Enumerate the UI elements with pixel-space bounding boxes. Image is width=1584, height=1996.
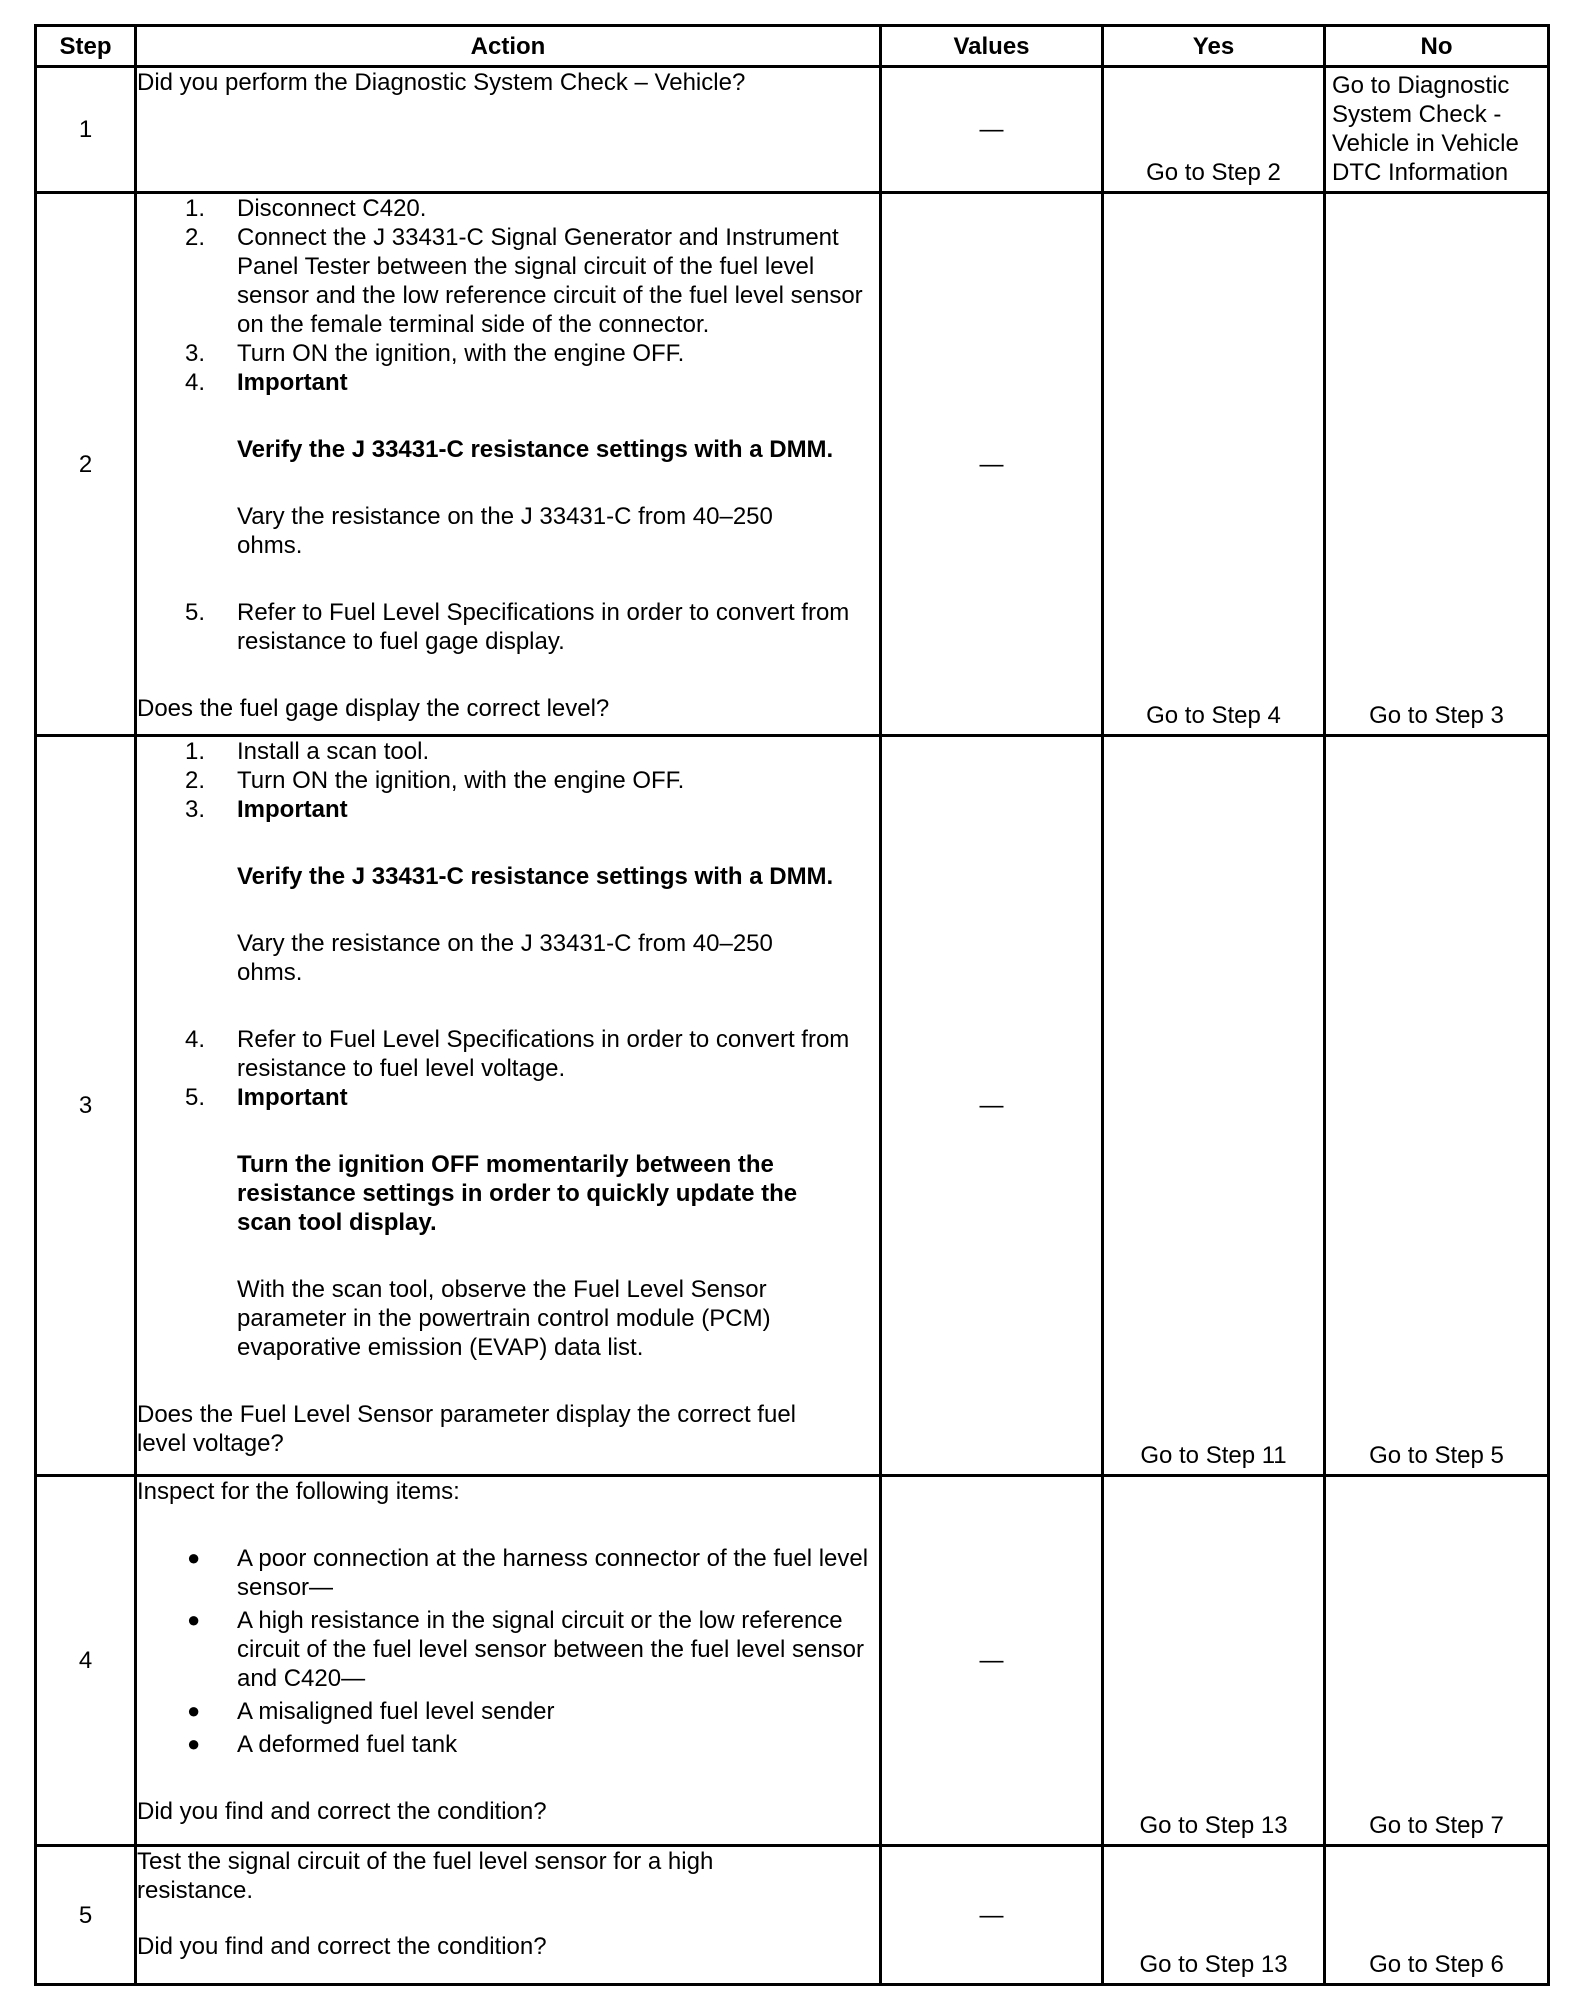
yes-cell	[1103, 1846, 1325, 1985]
values-cell: —	[881, 193, 1103, 736]
table-row	[36, 193, 1549, 736]
item-text: Turn ON the ignition, with the engine OFF.	[237, 767, 685, 794]
item-text: A misaligned fuel level sender	[237, 1698, 555, 1725]
list-item	[137, 1083, 879, 1112]
item-text: Refer to Fuel Level Specifications in order to convert from resistance to fuel gage display.	[237, 599, 850, 655]
item-number: 2.	[185, 224, 206, 251]
yes-link: Go to Step 4	[1146, 702, 1281, 729]
list-item	[137, 339, 879, 368]
yes-cell	[1103, 193, 1325, 736]
list-item	[137, 1697, 879, 1726]
list-item	[137, 223, 879, 339]
no-cell	[1325, 67, 1549, 193]
step-number: 4	[36, 1476, 136, 1846]
yes-cell	[1103, 67, 1325, 193]
list-item	[137, 1025, 879, 1083]
no-cell	[1325, 1476, 1549, 1846]
important-label: Important	[237, 369, 348, 396]
step-number: 2	[36, 193, 136, 736]
action-intro: Inspect for the following items:	[137, 1478, 460, 1505]
item-text: Turn ON the ignition, with the engine OFF.	[237, 340, 685, 367]
item-text: Connect the J 33431-C Signal Generator and Instrument Panel Tester between the signal circuit of the fuel level sensor and the low reference circuit of the fuel level sensor on the female terminal side of the connector.	[237, 224, 863, 338]
list-item	[137, 368, 879, 397]
no-cell	[1325, 736, 1549, 1476]
action-question: Did you find and correct the condition?	[137, 1933, 547, 1960]
step-number: 1	[36, 67, 136, 193]
important-text: Verify the J 33431-C resistance settings with a DMM.	[237, 863, 834, 890]
action-cell	[136, 1846, 881, 1985]
no-line: Go to Diagnostic	[1332, 72, 1510, 99]
action-question: Did you find and correct the condition?	[137, 1798, 547, 1825]
note-text: Vary the resistance on the J 33431-C from 40–250 ohms.	[237, 930, 773, 986]
header-values: Values	[881, 26, 1103, 67]
bullet-icon: ●	[187, 1607, 201, 1632]
values-cell: —	[881, 67, 1103, 193]
list-item	[137, 598, 879, 656]
list-item	[137, 766, 879, 795]
step-number: 3	[36, 736, 136, 1476]
action-cell	[136, 67, 881, 193]
table-row	[36, 1846, 1549, 1985]
item-text: A poor connection at the harness connector of the fuel level sensor—	[237, 1545, 869, 1601]
list-item	[137, 1606, 879, 1693]
important-text: Verify the J 33431-C resistance settings with a DMM.	[237, 436, 834, 463]
bullet-icon: ●	[187, 1731, 201, 1756]
table-row	[36, 1476, 1549, 1846]
bullet-icon: ●	[187, 1698, 201, 1723]
diagnostic-table	[34, 24, 1550, 1986]
yes-cell	[1103, 736, 1325, 1476]
action-question: Does the Fuel Level Sensor parameter display the correct fuel level voltage?	[137, 1401, 797, 1457]
item-number: 5.	[185, 1084, 206, 1111]
list-item	[137, 1730, 879, 1759]
note-text: With the scan tool, observe the Fuel Level Sensor parameter in the powertrain control module (PCM) evaporative emission (EVAP) data list.	[237, 1276, 771, 1361]
item-text: A deformed fuel tank	[237, 1731, 458, 1758]
table-row	[36, 67, 1549, 193]
header-step: Step	[36, 26, 136, 67]
note-text: Vary the resistance on the J 33431-C from 40–250 ohms.	[237, 503, 773, 559]
table-row	[36, 736, 1549, 1476]
list-item	[137, 737, 879, 766]
list-item	[137, 795, 879, 824]
no-link: Go to Step 5	[1369, 1442, 1504, 1469]
yes-link: Go to Step 13	[1139, 1951, 1288, 1978]
important-label: Important	[237, 796, 348, 823]
item-text: Install a scan tool.	[237, 738, 430, 765]
yes-link: Go to Step 13	[1139, 1812, 1288, 1839]
item-text: Refer to Fuel Level Specifications in order to convert from resistance to fuel level voltage.	[237, 1026, 850, 1082]
action-cell	[136, 1476, 881, 1846]
no-line: Vehicle in Vehicle	[1332, 130, 1519, 157]
action-cell	[136, 193, 881, 736]
no-link: Go to Step 7	[1369, 1812, 1504, 1839]
item-number: 3.	[185, 340, 206, 367]
no-line: System Check -	[1332, 101, 1502, 128]
important-text: Turn the ignition OFF momentarily between the resistance settings in order to quickly update the scan tool display.	[237, 1151, 798, 1236]
list-item	[137, 1544, 879, 1602]
yes-cell	[1103, 1476, 1325, 1846]
item-number: 1.	[185, 738, 206, 765]
yes-link: Go to Step 2	[1146, 159, 1281, 186]
no-link: Go to Step 6	[1369, 1951, 1504, 1978]
action-cell	[136, 736, 881, 1476]
action-question: Does the fuel gage display the correct level?	[137, 695, 610, 722]
list-item	[137, 194, 879, 223]
header-action: Action	[136, 26, 881, 67]
important-label: Important	[237, 1084, 348, 1111]
action-question: Did you perform the Diagnostic System Check – Vehicle?	[137, 69, 746, 96]
item-number: 3.	[185, 796, 206, 823]
item-number: 5.	[185, 599, 206, 626]
item-number: 4.	[185, 369, 206, 396]
values-cell: —	[881, 1846, 1103, 1985]
values-cell: —	[881, 1476, 1103, 1846]
no-cell	[1325, 193, 1549, 736]
no-cell	[1325, 1846, 1549, 1985]
values-cell: —	[881, 736, 1103, 1476]
step-number: 5	[36, 1846, 136, 1985]
item-number: 4.	[185, 1026, 206, 1053]
no-link: Go to Step 3	[1369, 702, 1504, 729]
action-intro: Test the signal circuit of the fuel level sensor for a high resistance.	[137, 1848, 714, 1904]
item-number: 1.	[185, 195, 206, 222]
item-text: A high resistance in the signal circuit or the low reference circuit of the fuel level sensor between the fuel level sensor and C420—	[237, 1607, 865, 1692]
no-line: DTC Information	[1332, 159, 1509, 186]
header-row	[36, 26, 1549, 67]
item-text: Disconnect C420.	[237, 195, 427, 222]
header-yes: Yes	[1103, 26, 1325, 67]
header-no: No	[1325, 26, 1549, 67]
item-number: 2.	[185, 767, 206, 794]
yes-link: Go to Step 11	[1140, 1442, 1287, 1469]
bullet-icon: ●	[187, 1545, 201, 1570]
